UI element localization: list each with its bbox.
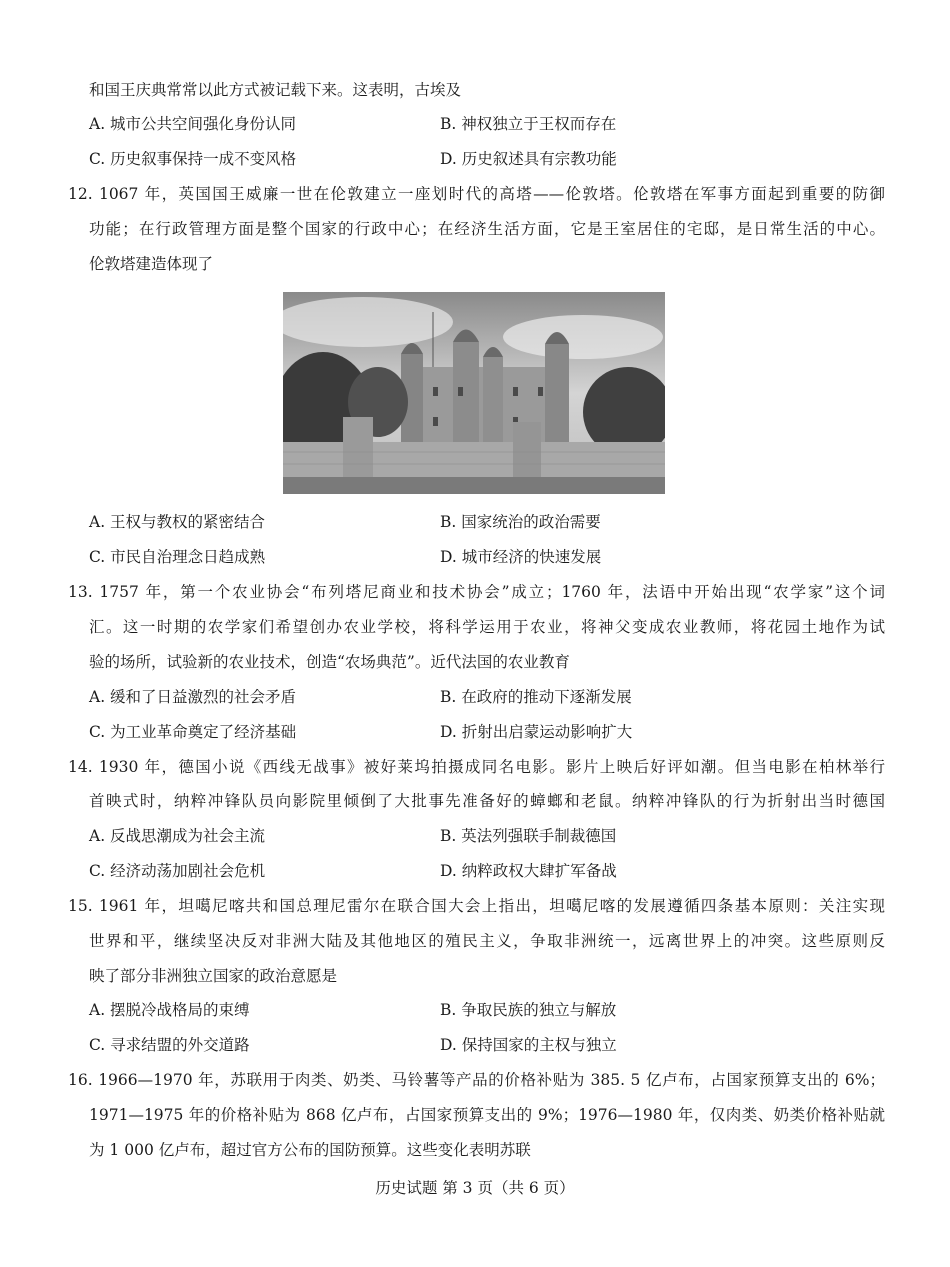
q12-stem-line: 功能；在行政管理方面是整个国家的行政中心；在经济生活方面，它是王室居住的宅邸，是日常生活的中心。 — [89, 220, 885, 238]
q15-option-c: C. 寻求结盟的外交道路 — [89, 1036, 250, 1054]
q13-option-c: C. 为工业革命奠定了经济基础 — [89, 723, 297, 741]
q11-option-c: C. 历史叙事保持一成不变风格 — [89, 150, 297, 168]
q12-stem-line: 12. 1067 年，英国国王威廉一世在伦敦建立一座划时代的高塔——伦敦塔。伦敦塔在军事方面起到重要的防御 — [68, 185, 885, 203]
q16-stem-line: 16. 1966—1970 年，苏联用于肉类、奶类、马铃薯等产品的价格补贴为 385. 5 亿卢布，占国家预算支出的 6%； — [68, 1071, 885, 1089]
q12-option-d: D. 城市经济的快速发展 — [440, 548, 602, 566]
q11-option-a: A. 城市公共空间强化身份认同 — [89, 115, 297, 133]
q14-stem-line: 14. 1930 年，德国小说《西线无战事》被好莱坞拍摄成同名电影。影片上映后好评如潮。但当电影在柏林举行 — [68, 758, 885, 776]
q16-stem-line: 1971—1975 年的价格补贴为 868 亿卢布，占国家预算支出的 9%；1976—1980 年，仅肉类、奶类价格补贴就 — [89, 1106, 885, 1124]
q15-stem-line: 世界和平，继续坚决反对非洲大陆及其他地区的殖民主义，争取非洲统一，远离世界上的冲突。这些原则反 — [89, 932, 885, 950]
q11-option-b: B. 神权独立于王权而存在 — [440, 115, 617, 133]
q15-option-d: D. 保持国家的主权与独立 — [440, 1036, 617, 1054]
q12-option-c: C. 市民自治理念日趋成熟 — [89, 548, 266, 566]
q15-stem-line: 15. 1961 年，坦噶尼喀共和国总理尼雷尔在联合国大会上指出，坦噶尼喀的发展遵循四条基本原则：关注实现 — [68, 897, 885, 915]
q13-option-d: D. 折射出启蒙运动影响扩大 — [440, 723, 633, 741]
q13-stem-line: 汇。这一时期的农学家们希望创办农业学校，将科学运用于农业，将神父变成农业教师，将花园土地作为试 — [89, 618, 885, 636]
q16-stem-line: 为 1 000 亿卢布，超过官方公布的国防预算。这些变化表明苏联 — [89, 1141, 531, 1159]
q12-option-a: A. 王权与教权的紧密结合 — [89, 513, 266, 531]
q11-option-d: D. 历史叙述具有宗教功能 — [440, 150, 617, 168]
tower-of-london-photo — [283, 292, 665, 494]
q15-option-a: A. 摆脱冷战格局的束缚 — [89, 1001, 250, 1019]
q14-option-c: C. 经济动荡加剧社会危机 — [89, 862, 266, 880]
q11-stem: 和国王庆典常常以此方式被记载下来。这表明，古埃及 — [89, 81, 462, 99]
q13-stem-line: 验的场所，试验新的农业技术，创造“农场典范”。近代法国的农业教育 — [89, 653, 570, 671]
q12-stem-line: 伦敦塔建造体现了 — [89, 255, 214, 273]
q15-option-b: B. 争取民族的独立与解放 — [440, 1001, 617, 1019]
q14-option-d: D. 纳粹政权大肆扩军备战 — [440, 862, 617, 880]
q14-stem-line: 首映式时，纳粹冲锋队员向影院里倾倒了大批事先准备好的蟑螂和老鼠。纳粹冲锋队的行为折射出当时德国 — [89, 792, 885, 810]
q13-stem-line: 13. 1757 年，第一个农业协会“布列塔尼商业和技术协会”成立；1760 年，法语中开始出现“农学家”这个词 — [68, 583, 885, 601]
q14-option-a: A. 反战思潮成为社会主流 — [89, 827, 266, 845]
page-footer: 历史试题 第 3 页（共 6 页） — [375, 1179, 575, 1197]
q13-option-b: B. 在政府的推动下逐渐发展 — [440, 688, 632, 706]
q14-option-b: B. 英法列强联手制裁德国 — [440, 827, 617, 845]
q15-stem-line: 映了部分非洲独立国家的政治意愿是 — [89, 967, 338, 985]
q12-option-b: B. 国家统治的政治需要 — [440, 513, 601, 531]
q13-option-a: A. 缓和了日益激烈的社会矛盾 — [89, 688, 297, 706]
